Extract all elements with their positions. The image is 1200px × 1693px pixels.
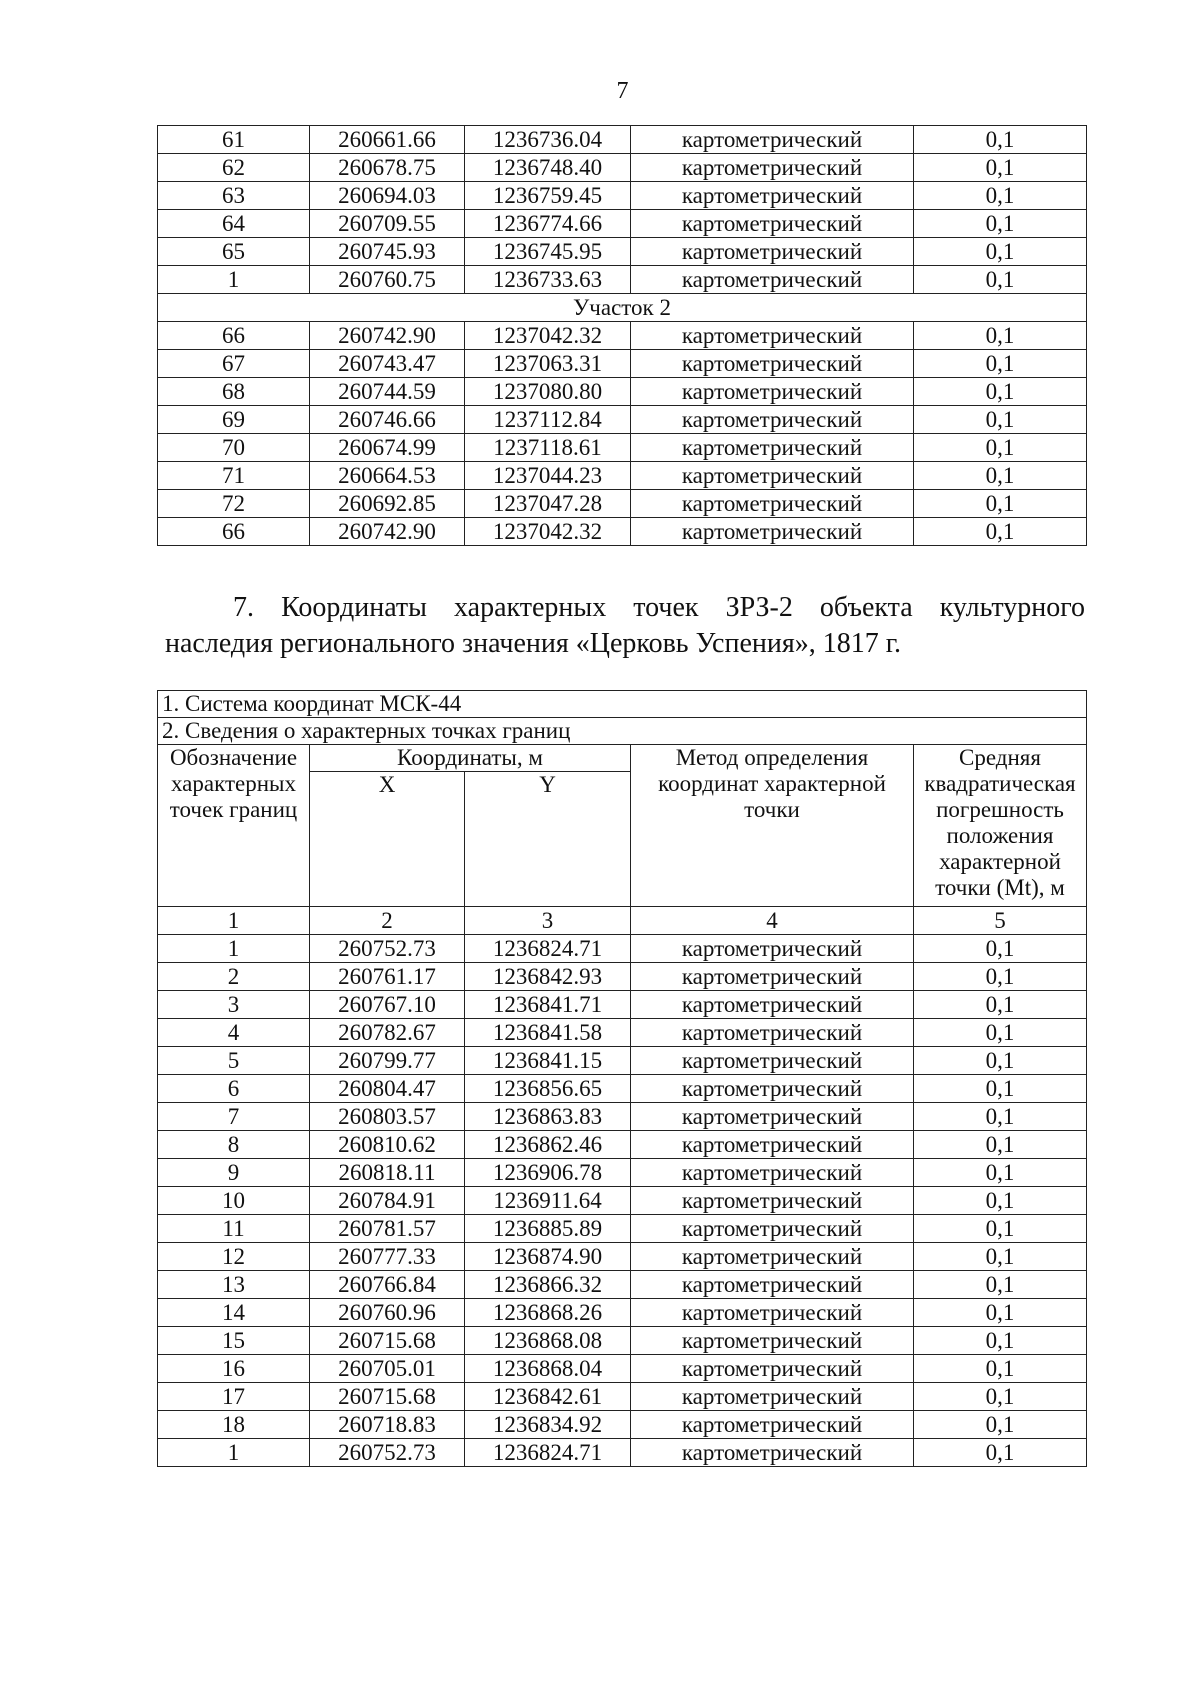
header-error: Средняя квадратическая погрешность положения характерной точки (Mt), м	[914, 745, 1087, 907]
y-coord-cell: 1236868.04	[465, 1355, 631, 1383]
error-cell: 0,1	[914, 1159, 1087, 1187]
y-coord-cell: 1236736.04	[465, 126, 631, 154]
method-cell: картометрический	[631, 1439, 914, 1467]
error-cell: 0,1	[914, 1047, 1087, 1075]
point-id-cell: 4	[158, 1019, 310, 1047]
y-coord-cell: 1237042.32	[465, 322, 631, 350]
header-designation: Обозначение характерных точек границ	[158, 745, 310, 907]
point-id-cell: 16	[158, 1355, 310, 1383]
y-coord-cell: 1237044.23	[465, 462, 631, 490]
method-cell: картометрический	[631, 154, 914, 182]
table-row	[158, 406, 1087, 434]
table-row	[158, 1103, 1087, 1131]
y-coord-cell: 1236842.61	[465, 1383, 631, 1411]
table-row	[158, 1047, 1087, 1075]
point-id-cell: 5	[158, 1047, 310, 1075]
y-coord-cell: 1236841.71	[465, 991, 631, 1019]
table-row	[158, 1075, 1087, 1103]
error-cell: 0,1	[914, 991, 1087, 1019]
error-cell: 0,1	[914, 1075, 1087, 1103]
table-row	[158, 1299, 1087, 1327]
method-cell: картометрический	[631, 266, 914, 294]
error-cell: 0,1	[914, 1103, 1087, 1131]
point-id-cell: 15	[158, 1327, 310, 1355]
header-coordinates: Координаты, м	[310, 745, 631, 772]
error-cell: 0,1	[914, 266, 1087, 294]
y-coord-cell: 1236856.65	[465, 1075, 631, 1103]
x-coord-cell: 260743.47	[310, 350, 465, 378]
method-cell: картометрический	[631, 126, 914, 154]
table-row	[158, 1327, 1087, 1355]
table-row	[158, 378, 1087, 406]
y-coord-cell: 1236834.92	[465, 1411, 631, 1439]
page-number: 7	[616, 78, 629, 104]
point-id-cell: 1	[158, 266, 310, 294]
table-row	[158, 1383, 1087, 1411]
table-row	[158, 1131, 1087, 1159]
table-row	[158, 266, 1087, 294]
x-coord-cell: 260781.57	[310, 1215, 465, 1243]
x-coord-cell: 260767.10	[310, 991, 465, 1019]
method-cell: картометрический	[631, 991, 914, 1019]
point-id-cell: 10	[158, 1187, 310, 1215]
x-coord-cell: 260744.59	[310, 378, 465, 406]
point-id-cell: 67	[158, 350, 310, 378]
x-coord-cell: 260761.17	[310, 963, 465, 991]
table-row	[158, 991, 1087, 1019]
column-number-2: 2	[310, 907, 465, 935]
x-coord-cell: 260742.90	[310, 322, 465, 350]
x-coord-cell: 260678.75	[310, 154, 465, 182]
error-cell: 0,1	[914, 1187, 1087, 1215]
method-cell: картометрический	[631, 1243, 914, 1271]
x-coord-cell: 260715.68	[310, 1383, 465, 1411]
y-coord-cell: 1237063.31	[465, 350, 631, 378]
point-id-cell: 65	[158, 238, 310, 266]
method-cell: картометрический	[631, 350, 914, 378]
point-id-cell: 61	[158, 126, 310, 154]
table-row	[158, 1243, 1087, 1271]
table-row	[158, 1411, 1087, 1439]
column-number-4: 4	[631, 907, 914, 935]
table-row	[158, 210, 1087, 238]
x-coord-cell: 260799.77	[310, 1047, 465, 1075]
table-row	[158, 1271, 1087, 1299]
table-row	[158, 434, 1087, 462]
column-number-1: 1	[158, 907, 310, 935]
caption-line-2: наследия регионального значения «Церковь Успения», 1817 г.	[165, 628, 902, 659]
y-coord-cell: 1236745.95	[465, 238, 631, 266]
table-row	[158, 182, 1087, 210]
method-cell: картометрический	[631, 490, 914, 518]
x-coord-cell: 260784.91	[310, 1187, 465, 1215]
point-id-cell: 6	[158, 1075, 310, 1103]
table-row	[158, 238, 1087, 266]
y-coord-cell: 1236841.15	[465, 1047, 631, 1075]
table-row	[158, 1215, 1087, 1243]
method-cell: картометрический	[631, 1215, 914, 1243]
table-row	[158, 1187, 1087, 1215]
points-info-cell: 2. Сведения о характерных точках границ	[158, 718, 1087, 745]
table-row	[158, 350, 1087, 378]
error-cell: 0,1	[914, 210, 1087, 238]
point-id-cell: 63	[158, 182, 310, 210]
x-coord-cell: 260746.66	[310, 406, 465, 434]
y-coord-cell: 1236748.40	[465, 154, 631, 182]
x-coord-cell: 260752.73	[310, 935, 465, 963]
table-row	[158, 126, 1087, 154]
y-coord-cell: 1236866.32	[465, 1271, 631, 1299]
point-id-cell: 7	[158, 1103, 310, 1131]
method-cell: картометрический	[631, 518, 914, 546]
point-id-cell: 14	[158, 1299, 310, 1327]
coord-system-cell: 1. Система координат МСК-44	[158, 691, 1087, 718]
error-cell: 0,1	[914, 1131, 1087, 1159]
point-id-cell: 1	[158, 1439, 310, 1467]
table-row	[158, 490, 1087, 518]
error-cell: 0,1	[914, 1383, 1087, 1411]
method-cell: картометрический	[631, 1271, 914, 1299]
point-id-cell: 70	[158, 434, 310, 462]
x-coord-cell: 260674.99	[310, 434, 465, 462]
point-id-cell: 66	[158, 322, 310, 350]
method-cell: картометрический	[631, 1187, 914, 1215]
table-row	[158, 518, 1087, 546]
y-coord-cell: 1236863.83	[465, 1103, 631, 1131]
y-coord-cell: 1236906.78	[465, 1159, 631, 1187]
table-row	[158, 322, 1087, 350]
error-cell: 0,1	[914, 1299, 1087, 1327]
x-coord-cell: 260782.67	[310, 1019, 465, 1047]
error-cell: 0,1	[914, 126, 1087, 154]
point-id-cell: 12	[158, 1243, 310, 1271]
method-cell: картометрический	[631, 378, 914, 406]
error-cell: 0,1	[914, 350, 1087, 378]
point-id-cell: 62	[158, 154, 310, 182]
point-id-cell: 66	[158, 518, 310, 546]
y-coord-cell: 1236841.58	[465, 1019, 631, 1047]
error-cell: 0,1	[914, 1327, 1087, 1355]
x-coord-cell: 260664.53	[310, 462, 465, 490]
y-coord-cell: 1237042.32	[465, 518, 631, 546]
y-coord-cell: 1237118.61	[465, 434, 631, 462]
x-coord-cell: 260692.85	[310, 490, 465, 518]
point-id-cell: 71	[158, 462, 310, 490]
point-id-cell: 2	[158, 963, 310, 991]
error-cell: 0,1	[914, 518, 1087, 546]
y-coord-cell: 1236824.71	[465, 1439, 631, 1467]
section-title: Участок 2	[158, 294, 1087, 322]
x-coord-cell: 260709.55	[310, 210, 465, 238]
method-cell: картометрический	[631, 210, 914, 238]
y-coord-cell: 1236868.08	[465, 1327, 631, 1355]
section-row	[158, 294, 1087, 322]
x-coord-cell: 260766.84	[310, 1271, 465, 1299]
error-cell: 0,1	[914, 322, 1087, 350]
method-cell: картометрический	[631, 182, 914, 210]
error-cell: 0,1	[914, 490, 1087, 518]
x-coord-cell: 260804.47	[310, 1075, 465, 1103]
x-coord-cell: 260742.90	[310, 518, 465, 546]
error-cell: 0,1	[914, 1271, 1087, 1299]
method-cell: картометрический	[631, 434, 914, 462]
column-number-3: 3	[465, 907, 631, 935]
method-cell: картометрический	[631, 1299, 914, 1327]
x-coord-cell: 260718.83	[310, 1411, 465, 1439]
table-row	[158, 462, 1087, 490]
error-cell: 0,1	[914, 1411, 1087, 1439]
x-coord-cell: 260777.33	[310, 1243, 465, 1271]
header-x: X	[310, 772, 465, 907]
error-cell: 0,1	[914, 378, 1087, 406]
y-coord-cell: 1237047.28	[465, 490, 631, 518]
y-coord-cell: 1237112.84	[465, 406, 631, 434]
point-id-cell: 68	[158, 378, 310, 406]
x-coord-cell: 260760.96	[310, 1299, 465, 1327]
point-id-cell: 9	[158, 1159, 310, 1187]
x-coord-cell: 260760.75	[310, 266, 465, 294]
method-cell: картометрический	[631, 1047, 914, 1075]
y-coord-cell: 1236733.63	[465, 266, 631, 294]
bottom-coordinates-table	[157, 690, 1087, 1467]
x-coord-cell: 260661.66	[310, 126, 465, 154]
x-coord-cell: 260803.57	[310, 1103, 465, 1131]
method-cell: картометрический	[631, 406, 914, 434]
error-cell: 0,1	[914, 1215, 1087, 1243]
method-cell: картометрический	[631, 1075, 914, 1103]
x-coord-cell: 260705.01	[310, 1355, 465, 1383]
point-id-cell: 8	[158, 1131, 310, 1159]
y-coord-cell: 1236868.26	[465, 1299, 631, 1327]
point-id-cell: 17	[158, 1383, 310, 1411]
error-cell: 0,1	[914, 406, 1087, 434]
error-cell: 0,1	[914, 935, 1087, 963]
table-row	[158, 1159, 1087, 1187]
point-id-cell: 11	[158, 1215, 310, 1243]
x-coord-cell: 260810.62	[310, 1131, 465, 1159]
x-coord-cell: 260818.11	[310, 1159, 465, 1187]
table-row	[158, 1439, 1087, 1467]
method-cell: картометрический	[631, 1411, 914, 1439]
error-cell: 0,1	[914, 462, 1087, 490]
table-row	[158, 1019, 1087, 1047]
method-cell: картометрический	[631, 1019, 914, 1047]
table-row	[158, 963, 1087, 991]
x-coord-cell: 260745.93	[310, 238, 465, 266]
point-id-cell: 1	[158, 935, 310, 963]
method-cell: картометрический	[631, 1159, 914, 1187]
method-cell: картометрический	[631, 935, 914, 963]
error-cell: 0,1	[914, 154, 1087, 182]
method-cell: картометрический	[631, 1103, 914, 1131]
error-cell: 0,1	[914, 1019, 1087, 1047]
point-id-cell: 13	[158, 1271, 310, 1299]
y-coord-cell: 1236824.71	[465, 935, 631, 963]
method-cell: картометрический	[631, 963, 914, 991]
method-cell: картометрический	[631, 1327, 914, 1355]
x-coord-cell: 260752.73	[310, 1439, 465, 1467]
y-coord-cell: 1236842.93	[465, 963, 631, 991]
x-coord-cell: 260694.03	[310, 182, 465, 210]
top-coordinates-table	[157, 125, 1087, 546]
y-coord-cell: 1236911.64	[465, 1187, 631, 1215]
error-cell: 0,1	[914, 963, 1087, 991]
y-coord-cell: 1236885.89	[465, 1215, 631, 1243]
error-cell: 0,1	[914, 182, 1087, 210]
error-cell: 0,1	[914, 238, 1087, 266]
error-cell: 0,1	[914, 1439, 1087, 1467]
section-caption	[165, 590, 1085, 662]
method-cell: картометрический	[631, 238, 914, 266]
caption-line-1: 7. Координаты характерных точек ЗРЗ-2 объекта культурного	[233, 592, 1085, 623]
point-id-cell: 72	[158, 490, 310, 518]
error-cell: 0,1	[914, 434, 1087, 462]
point-id-cell: 69	[158, 406, 310, 434]
y-coord-cell: 1236874.90	[465, 1243, 631, 1271]
y-coord-cell: 1236862.46	[465, 1131, 631, 1159]
header-y: Y	[465, 772, 631, 907]
method-cell: картометрический	[631, 1131, 914, 1159]
point-id-cell: 18	[158, 1411, 310, 1439]
x-coord-cell: 260715.68	[310, 1327, 465, 1355]
table-row	[158, 154, 1087, 182]
error-cell: 0,1	[914, 1355, 1087, 1383]
y-coord-cell: 1237080.80	[465, 378, 631, 406]
header-method: Метод определения координат характерной точки	[631, 745, 914, 907]
table-row	[158, 935, 1087, 963]
y-coord-cell: 1236759.45	[465, 182, 631, 210]
point-id-cell: 64	[158, 210, 310, 238]
y-coord-cell: 1236774.66	[465, 210, 631, 238]
error-cell: 0,1	[914, 1243, 1087, 1271]
method-cell: картометрический	[631, 462, 914, 490]
method-cell: картометрический	[631, 1355, 914, 1383]
table-row	[158, 1355, 1087, 1383]
column-number-5: 5	[914, 907, 1087, 935]
method-cell: картометрический	[631, 322, 914, 350]
point-id-cell: 3	[158, 991, 310, 1019]
method-cell: картометрический	[631, 1383, 914, 1411]
